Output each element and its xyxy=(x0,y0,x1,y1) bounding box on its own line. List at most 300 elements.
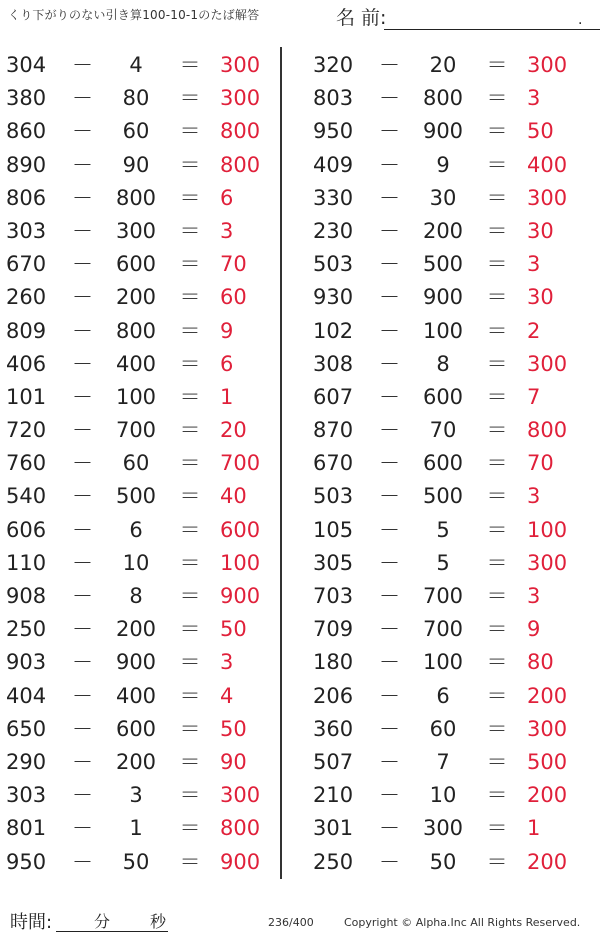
subtrahend: 3 xyxy=(129,783,143,808)
problem-row xyxy=(313,514,588,547)
minuend: 210 xyxy=(313,783,354,808)
problem-row xyxy=(6,182,281,215)
subtrahend: 8 xyxy=(436,351,450,376)
answer: 3 xyxy=(220,218,234,243)
subtrahend: 80 xyxy=(122,86,150,111)
subtrahend: 5 xyxy=(436,550,450,575)
minus-sign: － xyxy=(379,816,400,841)
equals-sign: ＝ xyxy=(486,218,508,243)
subtrahend: 700 xyxy=(115,418,157,443)
problem-row xyxy=(6,215,281,248)
subtrahend: 10 xyxy=(429,783,457,808)
answer: 1 xyxy=(527,816,541,841)
problem-row xyxy=(313,846,588,879)
problem-row xyxy=(6,646,281,679)
problem-row xyxy=(6,514,281,547)
minuend: 305 xyxy=(313,550,354,575)
subtrahend: 30 xyxy=(429,185,457,210)
equals-sign: ＝ xyxy=(179,185,201,210)
minus-sign: － xyxy=(379,185,400,210)
seconds-label: 秒 xyxy=(150,912,167,931)
subtrahend: 60 xyxy=(122,451,150,476)
minuend: 650 xyxy=(6,716,47,741)
minuend: 930 xyxy=(313,285,354,310)
answer: 800 xyxy=(220,119,261,144)
minus-sign: － xyxy=(379,86,400,111)
minuend: 260 xyxy=(6,285,47,310)
answer: 300 xyxy=(527,716,568,741)
subtrahend: 6 xyxy=(436,683,450,708)
subtrahend: 7 xyxy=(436,749,450,774)
minus-sign: － xyxy=(379,451,400,476)
left-problem-column xyxy=(6,49,281,879)
problem-row xyxy=(6,414,281,447)
subtrahend: 600 xyxy=(115,716,157,741)
minus-sign: － xyxy=(72,650,93,675)
answer: 300 xyxy=(527,185,568,210)
answer: 200 xyxy=(527,683,568,708)
minuend: 870 xyxy=(313,418,354,443)
minus-sign: － xyxy=(379,617,400,642)
problem-row xyxy=(313,49,588,82)
problem-row xyxy=(6,779,281,812)
answer: 50 xyxy=(220,716,247,741)
answer: 50 xyxy=(527,119,554,144)
subtrahend: 600 xyxy=(422,384,464,409)
subtrahend: 900 xyxy=(115,650,157,675)
answer: 400 xyxy=(527,152,568,177)
answer: 2 xyxy=(527,318,541,343)
minus-sign: － xyxy=(379,152,400,177)
subtrahend: 200 xyxy=(115,749,157,774)
problem-row xyxy=(6,49,281,82)
minus-sign: － xyxy=(72,484,93,509)
answer: 300 xyxy=(527,351,568,376)
minus-sign: － xyxy=(72,53,93,77)
minuend: 105 xyxy=(313,517,354,542)
equals-sign: ＝ xyxy=(179,816,201,841)
subtrahend: 400 xyxy=(115,683,157,708)
equals-sign: ＝ xyxy=(486,749,508,774)
answer: 70 xyxy=(220,252,247,277)
answer: 500 xyxy=(527,749,568,774)
answer: 1 xyxy=(220,384,234,409)
minus-sign: － xyxy=(379,484,400,509)
answer: 3 xyxy=(527,252,541,277)
subtrahend: 20 xyxy=(429,53,457,77)
equals-sign: ＝ xyxy=(486,716,508,741)
subtrahend: 50 xyxy=(429,849,457,874)
answer: 30 xyxy=(527,218,554,243)
subtrahend: 70 xyxy=(429,418,457,443)
answer: 800 xyxy=(220,816,261,841)
problem-row xyxy=(313,447,588,480)
minus-sign: － xyxy=(72,318,93,343)
problem-row xyxy=(6,348,281,381)
problem-row xyxy=(6,613,281,646)
minuend: 709 xyxy=(313,617,354,642)
answer: 300 xyxy=(527,53,568,77)
problem-row xyxy=(6,149,281,182)
answer: 80 xyxy=(527,650,554,675)
subtrahend: 100 xyxy=(422,650,464,675)
minus-sign: － xyxy=(72,351,93,376)
problem-row xyxy=(313,348,588,381)
minuend: 380 xyxy=(6,86,47,111)
minuend: 180 xyxy=(313,650,354,675)
minus-sign: － xyxy=(72,550,93,575)
equals-sign: ＝ xyxy=(179,285,201,310)
minuend: 250 xyxy=(6,617,47,642)
problem-row xyxy=(313,414,588,447)
problem-row xyxy=(313,381,588,414)
name-underline xyxy=(384,29,600,30)
answer: 300 xyxy=(220,53,261,77)
answer: 800 xyxy=(220,152,261,177)
minus-sign: － xyxy=(72,716,93,741)
time-label: 時間: xyxy=(10,912,53,933)
answer: 100 xyxy=(220,550,261,575)
subtrahend: 4 xyxy=(129,53,143,77)
answer: 200 xyxy=(527,849,568,874)
subtrahend: 200 xyxy=(115,617,157,642)
problem-row xyxy=(6,746,281,779)
answer: 300 xyxy=(220,86,261,111)
answer: 6 xyxy=(220,185,234,210)
answer: 30 xyxy=(527,285,554,310)
equals-sign: ＝ xyxy=(486,783,508,808)
minus-sign: － xyxy=(72,749,93,774)
answer: 100 xyxy=(527,517,568,542)
minus-sign: － xyxy=(72,849,93,874)
minus-sign: － xyxy=(379,849,400,874)
minus-sign: － xyxy=(379,749,400,774)
name-field xyxy=(336,6,586,32)
problem-row xyxy=(6,82,281,115)
equals-sign: ＝ xyxy=(179,783,201,808)
subtrahend: 100 xyxy=(422,318,464,343)
minuend: 803 xyxy=(313,86,354,111)
equals-sign: ＝ xyxy=(179,384,201,409)
minus-sign: － xyxy=(379,318,400,343)
equals-sign: ＝ xyxy=(486,351,508,376)
minus-sign: － xyxy=(72,185,93,210)
subtrahend: 1 xyxy=(129,816,143,841)
subtrahend: 9 xyxy=(436,152,450,177)
subtrahend: 200 xyxy=(115,285,157,310)
minuend: 303 xyxy=(6,218,47,243)
minuend: 409 xyxy=(313,152,354,177)
minuend: 806 xyxy=(6,185,47,210)
answer: 7 xyxy=(527,384,541,409)
minuend: 890 xyxy=(6,152,47,177)
equals-sign: ＝ xyxy=(179,550,201,575)
minus-sign: － xyxy=(379,218,400,243)
problem-row xyxy=(313,646,588,679)
equals-sign: ＝ xyxy=(486,650,508,675)
equals-sign: ＝ xyxy=(486,617,508,642)
subtrahend: 500 xyxy=(422,484,464,509)
minuend: 206 xyxy=(313,683,354,708)
equals-sign: ＝ xyxy=(179,484,201,509)
subtrahend: 600 xyxy=(422,451,464,476)
equals-sign: ＝ xyxy=(486,584,508,608)
subtrahend: 10 xyxy=(122,550,150,575)
minus-sign: － xyxy=(379,716,400,741)
minus-sign: － xyxy=(72,783,93,808)
minuend: 250 xyxy=(313,849,354,874)
equals-sign: ＝ xyxy=(179,617,201,642)
subtrahend: 800 xyxy=(115,185,157,210)
minuend: 760 xyxy=(6,451,47,476)
minus-sign: － xyxy=(72,816,93,841)
problem-row xyxy=(6,713,281,746)
minuend: 903 xyxy=(6,650,47,675)
minuend: 101 xyxy=(6,384,47,409)
minuend: 304 xyxy=(6,53,47,77)
copyright-notice: Copyright © Alpha.Inc All Rights Reserved. xyxy=(344,916,581,929)
minus-sign: － xyxy=(72,119,93,144)
problem-row xyxy=(6,580,281,613)
minus-sign: － xyxy=(379,285,400,310)
subtrahend: 90 xyxy=(122,152,150,177)
minuend: 670 xyxy=(6,252,47,277)
minuend: 290 xyxy=(6,749,47,774)
answer: 3 xyxy=(527,86,541,111)
minus-sign: － xyxy=(379,783,400,808)
minuend: 330 xyxy=(313,185,354,210)
answer: 600 xyxy=(220,517,261,542)
minuend: 320 xyxy=(313,53,354,77)
equals-sign: ＝ xyxy=(179,318,201,343)
minus-sign: － xyxy=(72,418,93,443)
minus-sign: － xyxy=(379,384,400,409)
minus-sign: － xyxy=(72,218,93,243)
minus-sign: － xyxy=(379,53,400,77)
minuend: 607 xyxy=(313,384,354,409)
equals-sign: ＝ xyxy=(179,849,201,874)
answer: 300 xyxy=(527,550,568,575)
equals-sign: ＝ xyxy=(486,318,508,343)
minus-sign: － xyxy=(379,418,400,443)
minuend: 404 xyxy=(6,683,47,708)
subtrahend: 6 xyxy=(129,517,143,542)
subtrahend: 600 xyxy=(115,252,157,277)
answer: 4 xyxy=(220,683,234,708)
equals-sign: ＝ xyxy=(486,418,508,443)
problem-row xyxy=(6,248,281,281)
equals-sign: ＝ xyxy=(486,451,508,476)
minus-sign: － xyxy=(379,252,400,277)
answer: 40 xyxy=(220,484,247,509)
subtrahend: 8 xyxy=(129,584,143,608)
answer: 9 xyxy=(220,318,234,343)
answer: 90 xyxy=(220,749,247,774)
minuend: 507 xyxy=(313,749,354,774)
problem-row xyxy=(313,248,588,281)
worksheet-title: くり下がりのない引き算100-10-1のたば解答 xyxy=(8,8,260,22)
minuend: 301 xyxy=(313,816,354,841)
minuend: 801 xyxy=(6,816,47,841)
problem-row xyxy=(6,115,281,148)
equals-sign: ＝ xyxy=(486,816,508,841)
problem-row xyxy=(313,746,588,779)
minuend: 950 xyxy=(6,849,47,874)
name-end-dot: . xyxy=(578,12,583,28)
answer: 3 xyxy=(527,584,541,608)
minuend: 110 xyxy=(6,550,47,575)
equals-sign: ＝ xyxy=(179,716,201,741)
subtrahend: 300 xyxy=(115,218,157,243)
page-number: 236/400 xyxy=(268,916,314,929)
equals-sign: ＝ xyxy=(486,53,508,77)
equals-sign: ＝ xyxy=(486,285,508,310)
subtrahend: 500 xyxy=(115,484,157,509)
subtrahend: 60 xyxy=(122,119,150,144)
subtrahend: 100 xyxy=(115,384,157,409)
equals-sign: ＝ xyxy=(179,86,201,111)
subtrahend: 800 xyxy=(115,318,157,343)
answer: 800 xyxy=(527,418,568,443)
answer: 300 xyxy=(220,783,261,808)
problem-row xyxy=(313,281,588,314)
problem-row xyxy=(313,149,588,182)
minus-sign: － xyxy=(72,384,93,409)
answer: 50 xyxy=(220,617,247,642)
right-problem-column xyxy=(313,49,588,879)
minuend: 950 xyxy=(313,119,354,144)
minus-sign: － xyxy=(72,86,93,111)
minus-sign: － xyxy=(72,517,93,542)
answer: 200 xyxy=(527,783,568,808)
minuend: 908 xyxy=(6,584,47,608)
equals-sign: ＝ xyxy=(179,584,201,608)
minus-sign: － xyxy=(72,683,93,708)
problem-row xyxy=(313,779,588,812)
answer: 70 xyxy=(527,451,554,476)
equals-sign: ＝ xyxy=(179,749,201,774)
equals-sign: ＝ xyxy=(179,517,201,542)
problem-row xyxy=(313,82,588,115)
equals-sign: ＝ xyxy=(486,550,508,575)
equals-sign: ＝ xyxy=(486,849,508,874)
problem-row xyxy=(6,315,281,348)
equals-sign: ＝ xyxy=(179,351,201,376)
minus-sign: － xyxy=(72,451,93,476)
problem-row xyxy=(6,480,281,513)
equals-sign: ＝ xyxy=(486,119,508,144)
equals-sign: ＝ xyxy=(486,185,508,210)
subtrahend: 400 xyxy=(115,351,157,376)
subtrahend: 300 xyxy=(422,816,464,841)
answer: 9 xyxy=(527,617,541,642)
problem-row xyxy=(6,447,281,480)
subtrahend: 200 xyxy=(422,218,464,243)
problem-row xyxy=(313,480,588,513)
equals-sign: ＝ xyxy=(179,683,201,708)
subtrahend: 800 xyxy=(422,86,464,111)
problem-row xyxy=(313,182,588,215)
problem-row xyxy=(313,315,588,348)
problem-row xyxy=(313,680,588,713)
minuend: 230 xyxy=(313,218,354,243)
equals-sign: ＝ xyxy=(179,53,201,77)
equals-sign: ＝ xyxy=(179,218,201,243)
subtrahend: 500 xyxy=(422,252,464,277)
subtrahend: 900 xyxy=(422,119,464,144)
minutes-label: 分 xyxy=(94,912,111,931)
equals-sign: ＝ xyxy=(486,484,508,509)
minus-sign: － xyxy=(72,584,93,608)
subtrahend: 700 xyxy=(422,584,464,608)
problem-row xyxy=(313,580,588,613)
answer: 900 xyxy=(220,584,261,608)
answer: 3 xyxy=(527,484,541,509)
minus-sign: － xyxy=(72,252,93,277)
minus-sign: － xyxy=(72,285,93,310)
minuend: 860 xyxy=(6,119,47,144)
problem-row xyxy=(313,115,588,148)
name-label: 名 前: xyxy=(336,7,387,29)
problem-row xyxy=(313,547,588,580)
minuend: 308 xyxy=(313,351,354,376)
minuend: 503 xyxy=(313,252,354,277)
footer xyxy=(0,903,600,935)
minus-sign: － xyxy=(379,550,400,575)
answer: 60 xyxy=(220,285,247,310)
problem-row xyxy=(6,680,281,713)
minuend: 303 xyxy=(6,783,47,808)
subtrahend: 5 xyxy=(436,517,450,542)
problem-row xyxy=(313,613,588,646)
minus-sign: － xyxy=(379,584,400,608)
answer: 6 xyxy=(220,351,234,376)
minuend: 540 xyxy=(6,484,47,509)
minuend: 703 xyxy=(313,584,354,608)
minus-sign: － xyxy=(379,119,400,144)
minus-sign: － xyxy=(379,650,400,675)
minuend: 406 xyxy=(6,351,47,376)
equals-sign: ＝ xyxy=(486,384,508,409)
minuend: 809 xyxy=(6,318,47,343)
answer: 900 xyxy=(220,849,261,874)
equals-sign: ＝ xyxy=(179,152,201,177)
subtrahend: 60 xyxy=(429,716,457,741)
minuend: 606 xyxy=(6,517,47,542)
equals-sign: ＝ xyxy=(486,252,508,277)
subtrahend: 50 xyxy=(122,849,150,874)
minus-sign: － xyxy=(379,683,400,708)
minuend: 670 xyxy=(313,451,354,476)
answer: 20 xyxy=(220,418,247,443)
equals-sign: ＝ xyxy=(486,683,508,708)
minuend: 102 xyxy=(313,318,354,343)
minus-sign: － xyxy=(72,617,93,642)
equals-sign: ＝ xyxy=(179,650,201,675)
subtrahend: 900 xyxy=(422,285,464,310)
equals-sign: ＝ xyxy=(179,252,201,277)
minus-sign: － xyxy=(379,517,400,542)
problem-row xyxy=(6,281,281,314)
minuend: 720 xyxy=(6,418,47,443)
minuend: 360 xyxy=(313,716,354,741)
equals-sign: ＝ xyxy=(179,418,201,443)
equals-sign: ＝ xyxy=(179,451,201,476)
answer: 700 xyxy=(220,451,261,476)
minus-sign: － xyxy=(379,351,400,376)
problem-row xyxy=(6,381,281,414)
subtrahend: 700 xyxy=(422,617,464,642)
